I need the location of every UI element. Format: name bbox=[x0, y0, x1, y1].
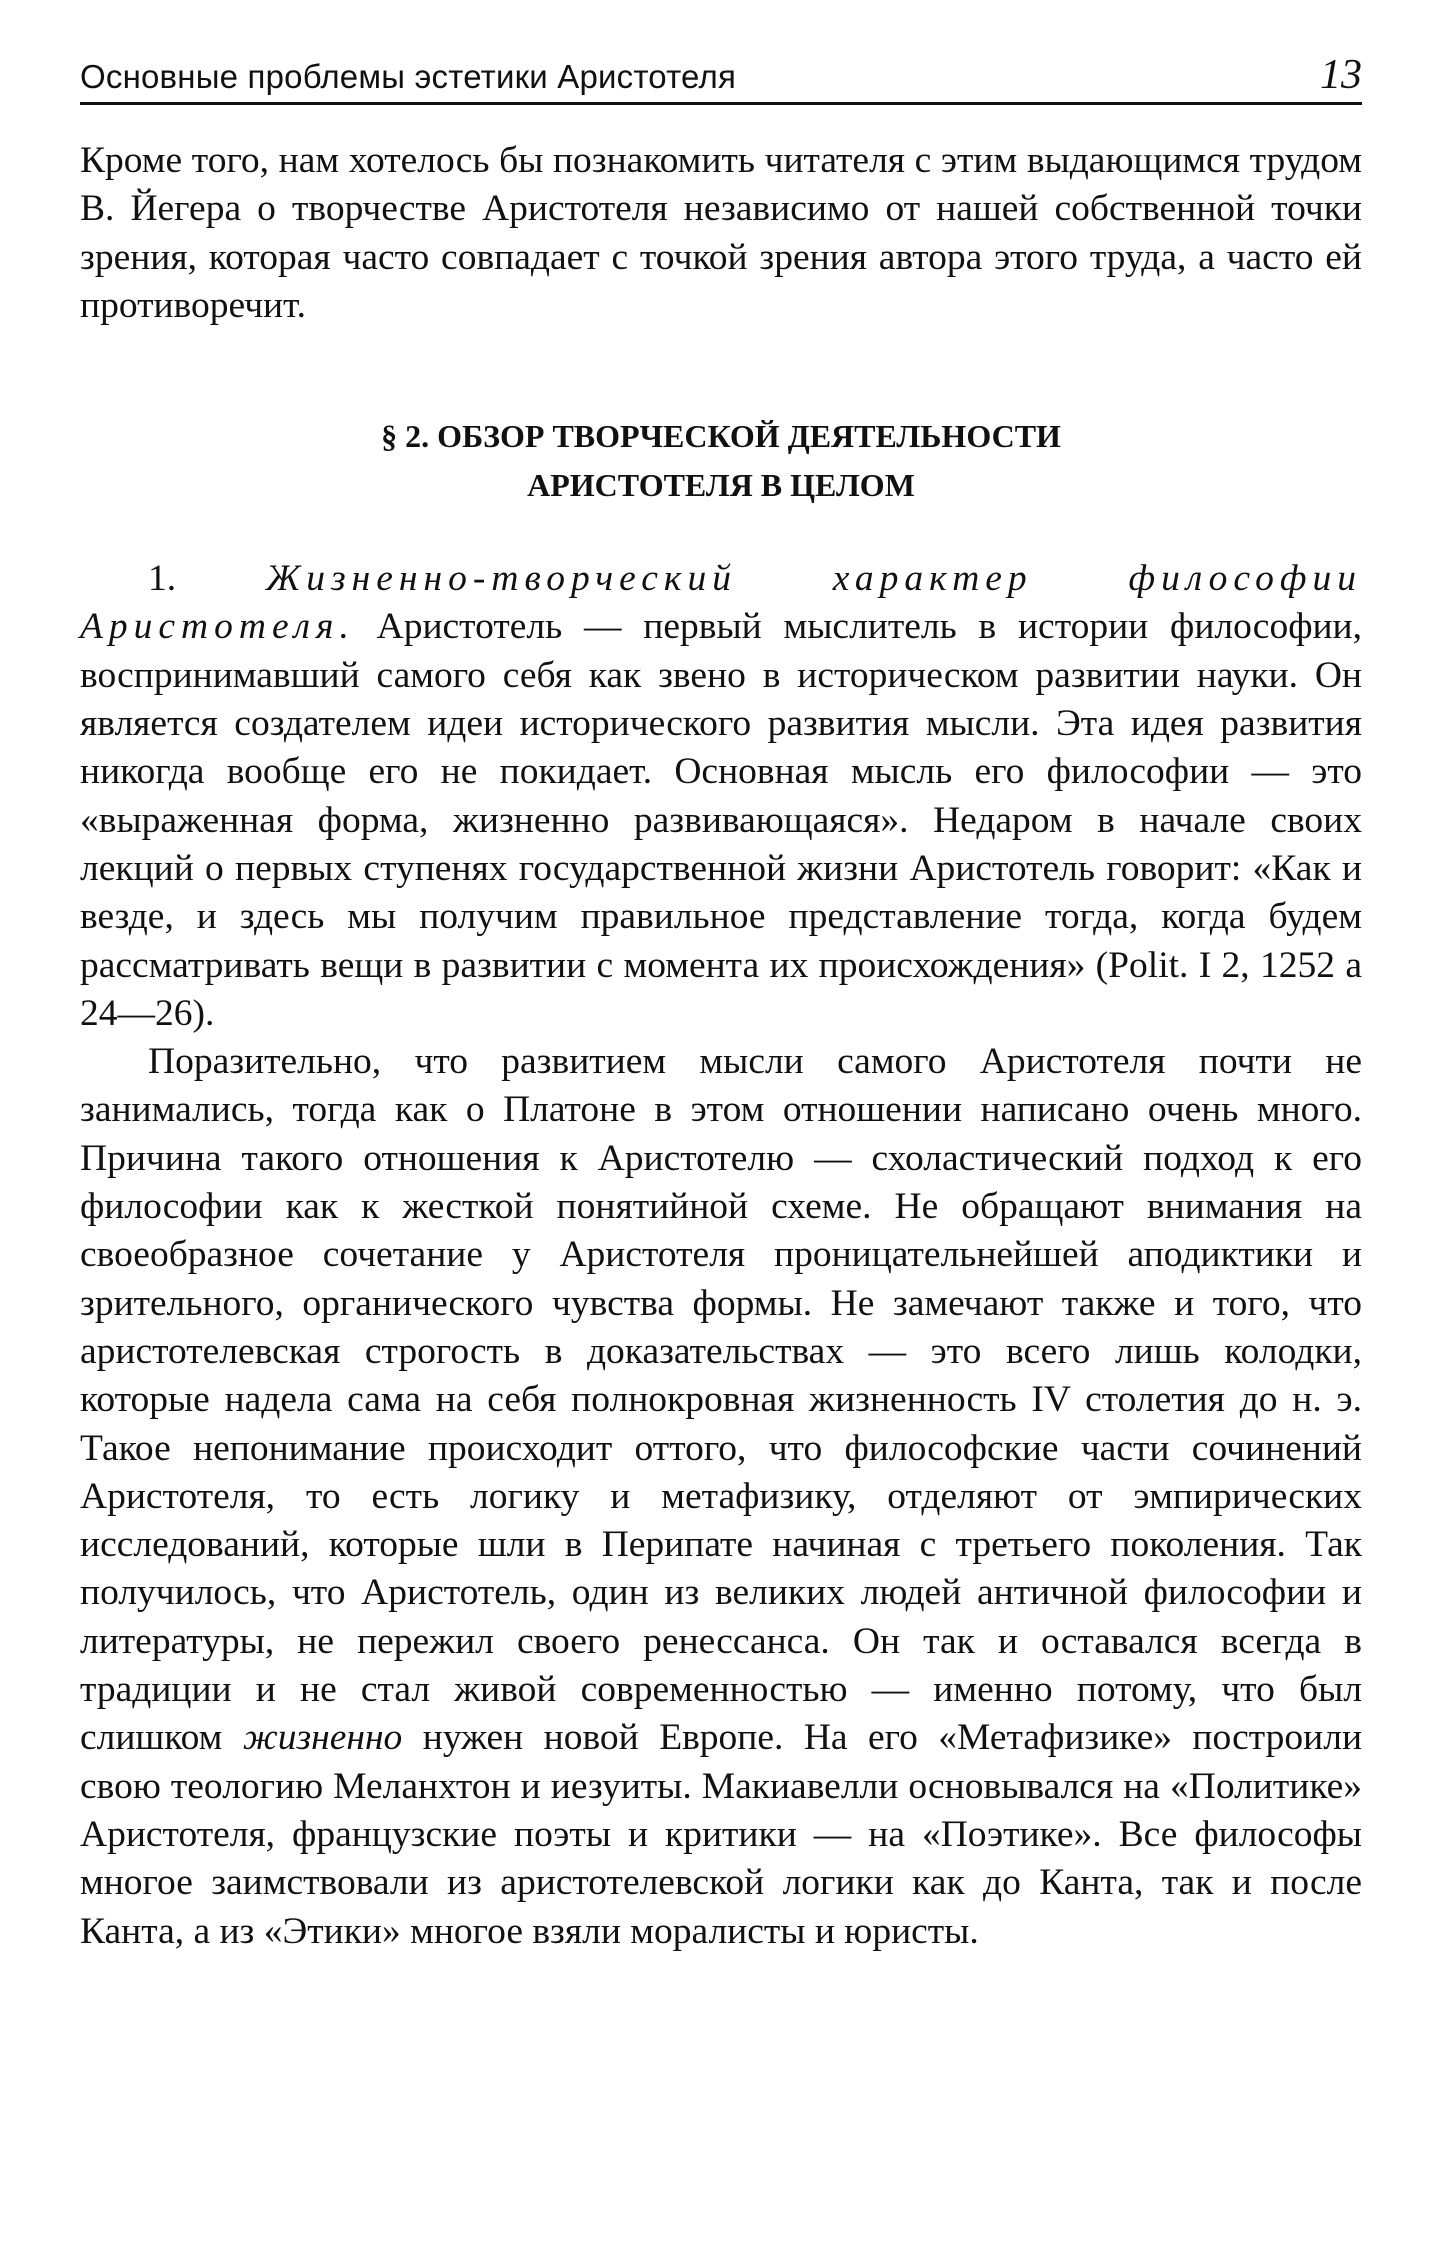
paragraph-two-text-end: нужен новой Европе. На его «Метафизике» построили свою теологию Меланхтон и иезуиты. Макиавелли основывался на «Политике» Аристотеля, французские поэты и критики — на «Поэтике». Все философы многое заимствовали из аристотелевской логики как до Канта, так и после Канта, а из «Этики» многое взяли моралисты и юристы. bbox=[80, 1717, 1363, 1952]
emphasized-word: жизненно bbox=[242, 1717, 403, 1759]
paragraph-two bbox=[80, 1038, 1362, 1956]
page-number: 13 bbox=[1320, 52, 1362, 98]
section-heading-line-1: § 2. ОБЗОР ТВОРЧЕСКОЙ ДЕЯТЕЛЬНОСТИ bbox=[381, 418, 1061, 455]
subsection-number: 1. bbox=[148, 558, 177, 600]
running-title: Основные проблемы эстетики Аристотеля bbox=[80, 58, 737, 95]
book-page bbox=[80, 40, 1362, 1956]
running-head bbox=[80, 40, 1362, 105]
subsection-text: Аристотель — первый мыслитель в истории философии, воспринимавший самого себя как звено в историческом развитии науки. Он является создателем идеи исторического развития мысли. Эта идея развития никогда вообще его не покидает. Основная мысль его философии — это «выраженная форма, жизненно развивающаяся». Недаром в начале своих лекций о первых ступенях государственной жизни Аристотель говорит: «Как и везде, и здесь мы получим правильное представление тогда, когда будем рассматривать вещи в развитии с момента их происхождения» (Polit. I 2, 1252 a 24—26). bbox=[80, 606, 1362, 1034]
subsection-paragraph bbox=[80, 555, 1362, 1038]
subsection-title: Жизненно-творческий характер философии Аристотеля. bbox=[80, 558, 1362, 648]
section-heading-line-2: АРИСТОТЕЛЯ В ЦЕЛОМ bbox=[527, 467, 915, 504]
section-heading bbox=[80, 412, 1362, 510]
paragraph-two-text-start: Поразительно, что развитием мысли самого Аристотеля почти не занимались, тогда как о Платоне в этом отношении написано очень много. Причина такого отношения к Аристотелю — схоластический подход к его философии как к жесткой понятийной схеме. Не обращают внимания на своеобразное сочетание у Аристотеля проницательнейшей аподиктики и зрительного, органического чувства формы. Не замечают также и того, что аристотелевская строгость в доказательствах — это всего лишь колодки, которые надела сама на себя полнокровная жизненность IV столетия до н. э. Такое непонимание происходит оттого, что философские части сочинений Аристотеля, то есть логику и метафизику, отделяют от эмпирических исследований, которые шли в Перипате начиная с третьего поколения. Так получилось, что Аристотель, один из великих людей античной философии и литературы, не пережил своего ренессанса. Он так и оставался всегда в традиции и не стал живой современностью — именно потому, что был слишком bbox=[80, 1041, 1362, 1759]
intro-paragraph: Кроме того, нам хотелось бы познакомить читателя с этим выдающимся трудом В. Йегера о творчестве Аристотеля независимо от нашей собственной точки зрения, которая часто совпадает с точкой зрения автора этого труда, а часто ей противоречит. bbox=[80, 140, 1362, 326]
